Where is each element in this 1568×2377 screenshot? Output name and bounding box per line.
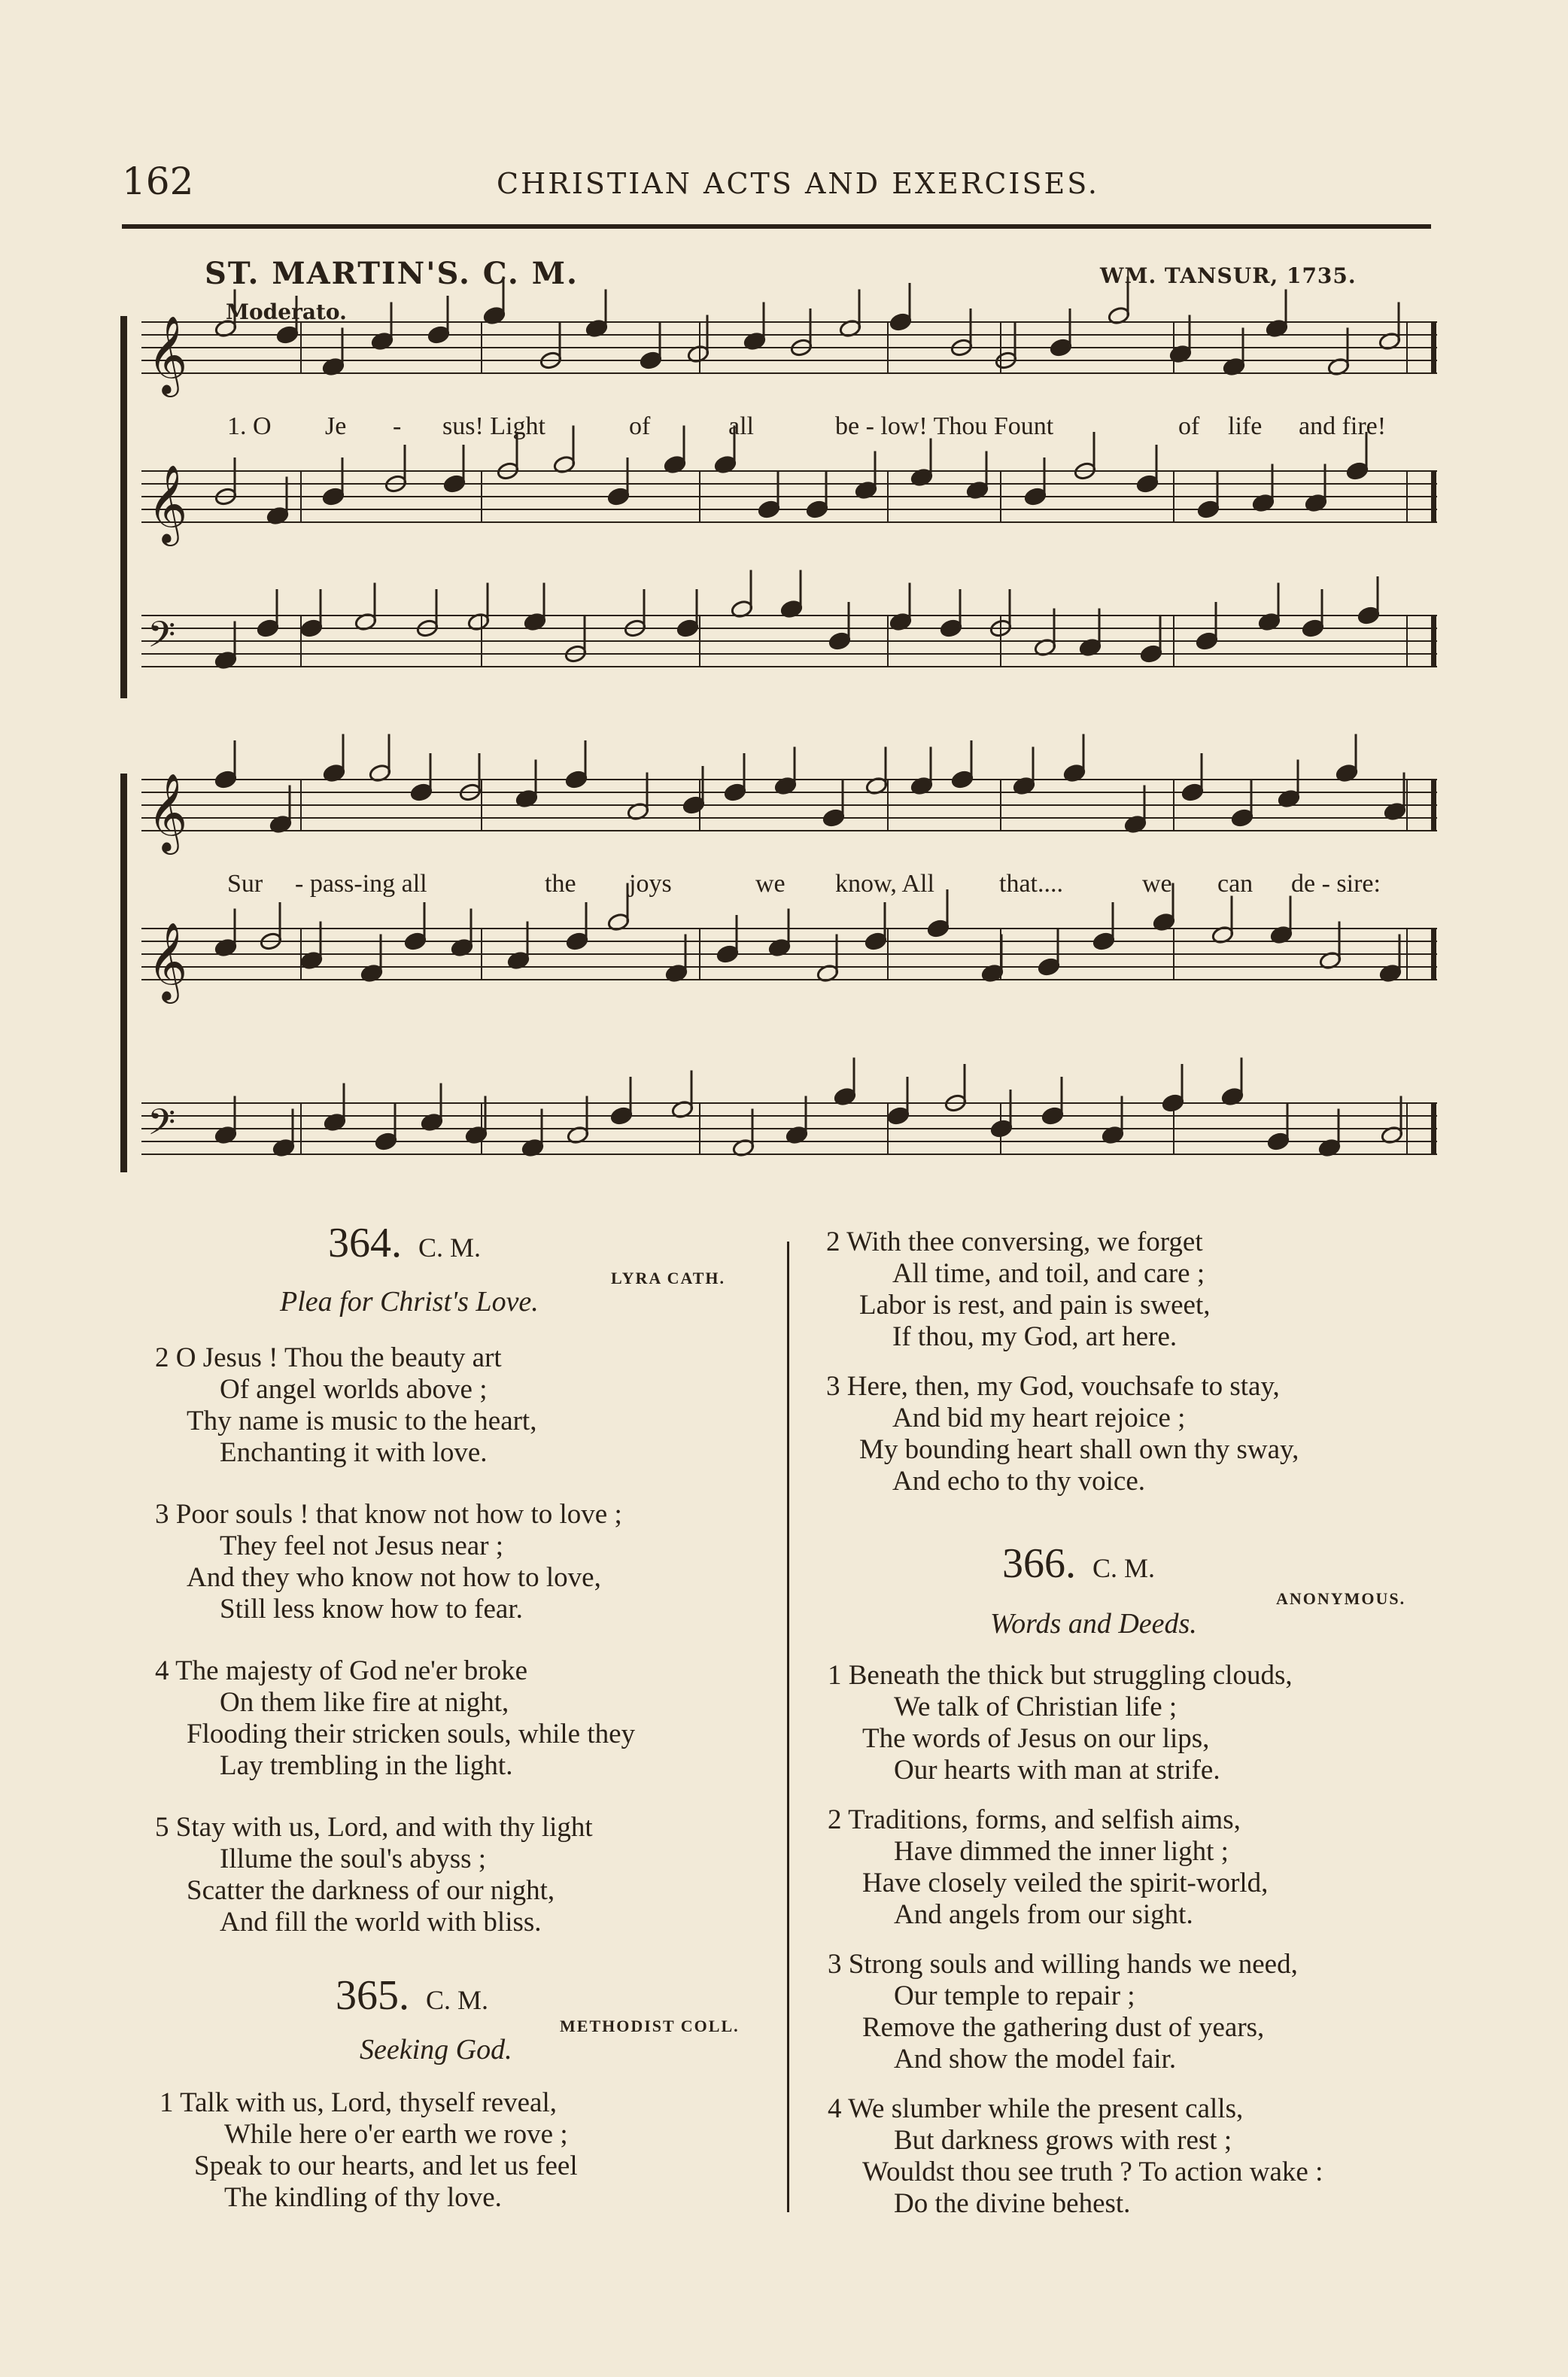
verse-line: Labor is rest, and pain is sweet, [859,1290,1211,1321]
verse-line: And echo to thy voice. [892,1466,1145,1497]
verse-line: 3 Strong souls and willing hands we need, [828,1949,1298,1980]
hymn-meter: C. M. [418,1233,482,1263]
bass-clef: 𝄢 [147,1101,176,1152]
verse-line: Thy name is music to the heart, [187,1406,537,1436]
verse-line: The kindling of thy love. [224,2182,502,2213]
verse-line: Of angel worlds above ; [220,1374,488,1405]
hymn-364-stanza-5 [155,1812,593,1938]
verse-line: We talk of Christian life ; [894,1692,1178,1722]
column-divider [787,1242,789,2212]
verse-line: 4 We slumber while the present calls, [828,2093,1244,2124]
lyric-syllable: can [1217,870,1253,898]
lyric-syllable: life [1228,412,1263,440]
bass-clef: 𝄢 [147,613,176,664]
verse-line: Enchanting it with love. [220,1437,488,1468]
verse-line: Scatter the darkness of our night, [187,1875,555,1906]
final-barline [1431,929,1436,980]
verse-line: Speak to our hearts, and let us feel [194,2151,578,2181]
hymn-365-stanza-2 [826,1226,1211,1353]
verse-line: And angels from our sight. [894,1899,1193,1930]
final-barline [1431,322,1436,373]
verse-line: Still less know how to fear. [220,1594,523,1625]
verse-line: My bounding heart shall own thy sway, [859,1434,1299,1465]
tune-composer: WM. TANSUR, 1735. [1100,263,1357,288]
verse-line: 1 Talk with us, Lord, thyself reveal, [160,2087,557,2118]
hymn-364-stanza-4 [155,1655,635,1782]
verse-line: 2 O Jesus ! Thou the beauty art [155,1342,502,1373]
final-barline [1431,780,1436,831]
lyric-syllable: be - low! Thou Fount [835,412,1054,440]
hymn-366-stanza-4 [828,2093,1323,2220]
hymn-366-stanza-1 [828,1660,1293,1786]
hymn-364-stanza-3 [155,1499,622,1625]
hymn-meter: C. M. [1092,1553,1156,1583]
verse-line: But darkness grows with rest ; [894,2125,1232,2156]
page-number: 162 [122,160,194,203]
lyric-syllable: we [1142,870,1172,898]
verse-line: Have closely veiled the spirit-world, [862,1868,1269,1898]
verse-line: The words of Jesus on our lips, [862,1723,1210,1754]
running-head: CHRISTIAN ACTS AND EXERCISES. [497,167,1099,200]
verse-line: While here o'er earth we rove ; [224,2119,568,2150]
hymn-source: METHODIST COLL. [560,2017,740,2035]
hymn-364-heading [328,1219,481,1267]
lyric-syllable: de - sire: [1291,870,1381,898]
verse-line: Do the divine behest. [894,2188,1131,2219]
verse-line: And show the model fair. [894,2044,1177,2075]
verse-line: On them like fire at night, [220,1687,509,1718]
hymn-number: 366. [1002,1540,1076,1587]
tempo-marking: Moderato. [226,299,347,324]
verse-line: 2 Traditions, forms, and selfish aims, [828,1804,1241,1835]
hymn-365-heading [336,1971,488,2020]
hymn-title: Words and Deeds. [990,1608,1197,1640]
verse-line: 4 The majesty of God ne'er broke [155,1655,528,1686]
verse-line: Lay trembling in the light. [220,1750,513,1781]
hymn-366-stanza-3 [828,1949,1298,2075]
lyric-syllable: sus! Light [442,412,545,440]
hymn-366-heading [1002,1540,1155,1588]
verse-line: And fill the world with bliss. [220,1907,542,1938]
lyric-syllable: we [755,870,786,898]
verse-line: 3 Poor souls ! that know not how to love ; [155,1499,622,1530]
hymn-number: 364. [328,1220,402,1266]
tune-title: ST. MARTIN'S. C. M. [205,256,579,291]
verse-line: And bid my heart rejoice ; [892,1403,1186,1433]
treble-clef: 𝄞 [147,315,188,394]
system-bracket [120,774,127,1172]
lyric-syllable: joys [629,870,672,898]
lyric-syllable: know, All [835,870,934,898]
lyric-syllable: all [728,412,754,440]
lyric-syllable: Sur [227,870,263,898]
verse-line: They feel not Jesus near ; [220,1530,504,1561]
verse-line: Have dimmed the inner light ; [894,1836,1229,1867]
final-barline [1431,616,1436,667]
lyric-syllable: the [545,870,576,898]
hymn-366-stanza-2 [828,1804,1268,1931]
lyric-syllable: of [1178,412,1200,440]
verse-line: 2 With thee conversing, we forget [826,1226,1203,1257]
hymn-source: LYRA CATH. [611,1269,726,1287]
hymn-364-stanza-2 [155,1342,536,1469]
lyric-syllable: that.... [999,870,1063,898]
verse-line: Our hearts with man at strife. [894,1755,1220,1786]
hymn-365-stanza-3 [826,1371,1299,1497]
hymn-365-stanza-1 [160,2087,578,2214]
final-barline [1431,1103,1436,1154]
verse-line: 5 Stay with us, Lord, and with thy light [155,1812,593,1843]
system-bracket [120,316,127,698]
hymn-number: 365. [336,1972,409,2019]
verse-line: If thou, my God, art here. [892,1321,1178,1352]
verse-line: 3 Here, then, my God, vouchsafe to stay, [826,1371,1280,1402]
verse-line: Illume the soul's abyss ; [220,1844,487,1874]
verse-line: Wouldst thou see truth ? To action wake : [862,2157,1323,2187]
hymn-source: ANONYMOUS. [1276,1589,1406,1608]
verse-line: Our temple to repair ; [894,1980,1135,2011]
hymn-meter: C. M. [426,1985,489,2015]
treble-clef: 𝄞 [147,922,188,1001]
lyric-syllable: 1. O [227,412,272,440]
hymn-title: Plea for Christ's Love. [280,1286,539,1318]
final-barline [1431,471,1436,522]
lyric-syllable: - pass-ing all [295,870,427,898]
verse-line: All time, and toil, and care ; [892,1258,1205,1289]
treble-clef: 𝄞 [147,773,188,852]
verse-line: And they who know not how to love, [187,1562,601,1593]
hymn-title: Seeking God. [360,2034,512,2065]
lyric-syllable: - [393,412,402,440]
verse-line: Flooding their stricken souls, while they [187,1719,636,1749]
verse-line: Remove the gathering dust of years, [862,2012,1265,2043]
lyric-syllable: Je [325,412,347,440]
lyric-syllable: of [629,412,651,440]
lyric-syllable: and fire! [1299,412,1387,440]
verse-line: 1 Beneath the thick but struggling clouds, [828,1660,1293,1691]
treble-clef: 𝄞 [147,464,188,543]
